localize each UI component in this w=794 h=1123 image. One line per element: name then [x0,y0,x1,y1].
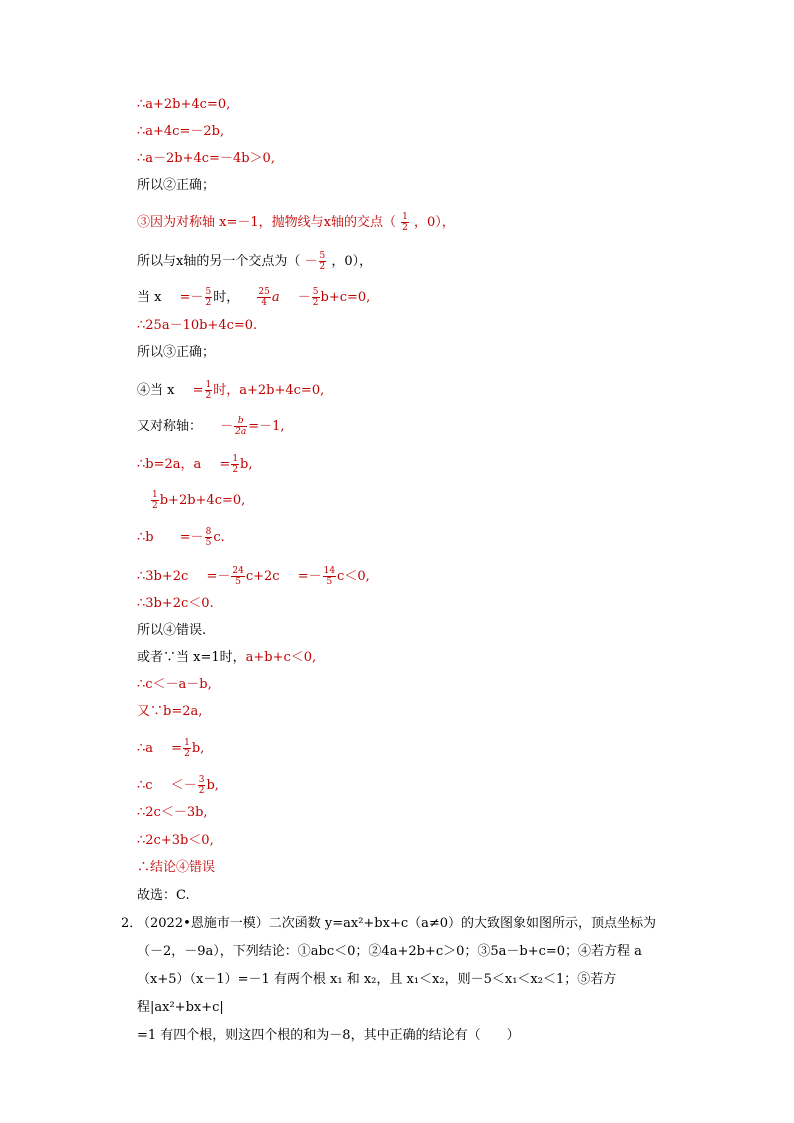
question-text-line: （－2，－9a），下列结论：①abc＜0；②4a+2b+c＞0；③5a－b+c=0；④若方程 a [137,944,642,959]
question-text-line: （2022•恩施市一模）二次函数 y=ax²+bx+c（a≠0）的大致图象如图所示，顶点坐标为 [137,916,657,931]
fraction: $\frac{1}{2}$ [402,212,408,233]
step-line: ④当 x = $\frac{1}{2}$ 时，a+2b+4c=0, [137,380,325,401]
question-text-line: （x+5）（x－1）=－1 有两个根 x₁ 和 x₂，且 x₁＜x₂，则－5＜x₁＜x₂＜1；⑤若方程|ax²+bx+c| [137,972,617,1015]
step-line: ∴b =－ $\frac{8}{5}$ c. [137,527,225,548]
step-line: 所以③正确； [137,345,216,360]
step-line: ∴2c＜－3b, [137,805,208,820]
step-line: 所以②正确； [137,178,216,193]
step-line: 所以与x轴的另一个交点为（ － $\frac{5}{2}$ ，0）， [137,251,373,272]
step-line: ∴3b+2c =－ $\frac{24}{5}$ c+2c =－ $\frac{14}{5}$ c＜0, [137,566,370,587]
step-line: 所以④错误. [137,623,207,638]
step-line: ∴a+2b+4c=0, [137,97,231,112]
fraction: $\frac{25}{4}$ [258,287,270,308]
step-line: ∴a－2b+4c=－4b＞0, [137,151,275,166]
step-line: ∴25a－10b+4c=0. [137,318,258,333]
step-line: 当 x =－ $\frac{5}{2}$ 时， $\frac{25}{4}$ a － $\frac{5}{2}$ b+c=0, [137,287,371,308]
fraction: $\frac{8}{5}$ [205,527,212,548]
step-line: 又对称轴： － $\frac{b}{2a}$ =－1, [137,416,285,437]
fraction: $\frac{1}{2}$ [152,490,158,511]
step-line: ∴3b+2c＜0. [137,596,214,611]
step-line: ∴c ＜－ $\frac{3}{2}$ b, [137,775,219,796]
step-line: 又∵b=2a, [137,704,203,719]
step-line: ③因为对称轴 x=－1，抛物线与x轴的交点（ $\frac{1}{2}$ ，0）， [137,212,455,233]
question-text-line: =1 有四个根，则这四个根的和为－8，其中正确的结论有（ ） [137,1028,520,1043]
step-line: ∴结论④错误 [137,860,216,875]
fraction: $\frac{3}{2}$ [198,775,205,796]
step-line: $\frac{1}{2}$ b+2b+4c=0, [152,490,246,511]
question-2 [121,910,681,1050]
step-line: ∴b=2a，a = $\frac{1}{2}$ b, [137,454,253,475]
step-line: ∴2c+3b＜0, [137,833,214,848]
fraction: $\frac{5}{2}$ [319,251,326,272]
fraction: $\frac{1}{2}$ [232,454,239,475]
fraction: $\frac{14}{5}$ [323,566,336,587]
fraction: $\frac{5}{2}$ [312,287,319,308]
step-line: 故选：C. [137,888,190,903]
fraction: $\frac{1}{2}$ [205,380,212,401]
step-line: ∴a = $\frac{1}{2}$ b, [137,738,205,759]
step-line: ∴c＜－a－b, [137,677,212,692]
fraction: $\frac{b}{2a}$ [235,416,247,437]
fraction: $\frac{1}{2}$ [184,738,190,759]
fraction: $\frac{24}{5}$ [232,566,244,587]
question-number: 2． [121,916,143,931]
step-line: ∴a+4c=－2b, [137,124,225,139]
fraction: $\frac{5}{2}$ [205,287,212,308]
step-line: 或者∵当 x=1时，a+b+c＜0, [137,650,317,665]
